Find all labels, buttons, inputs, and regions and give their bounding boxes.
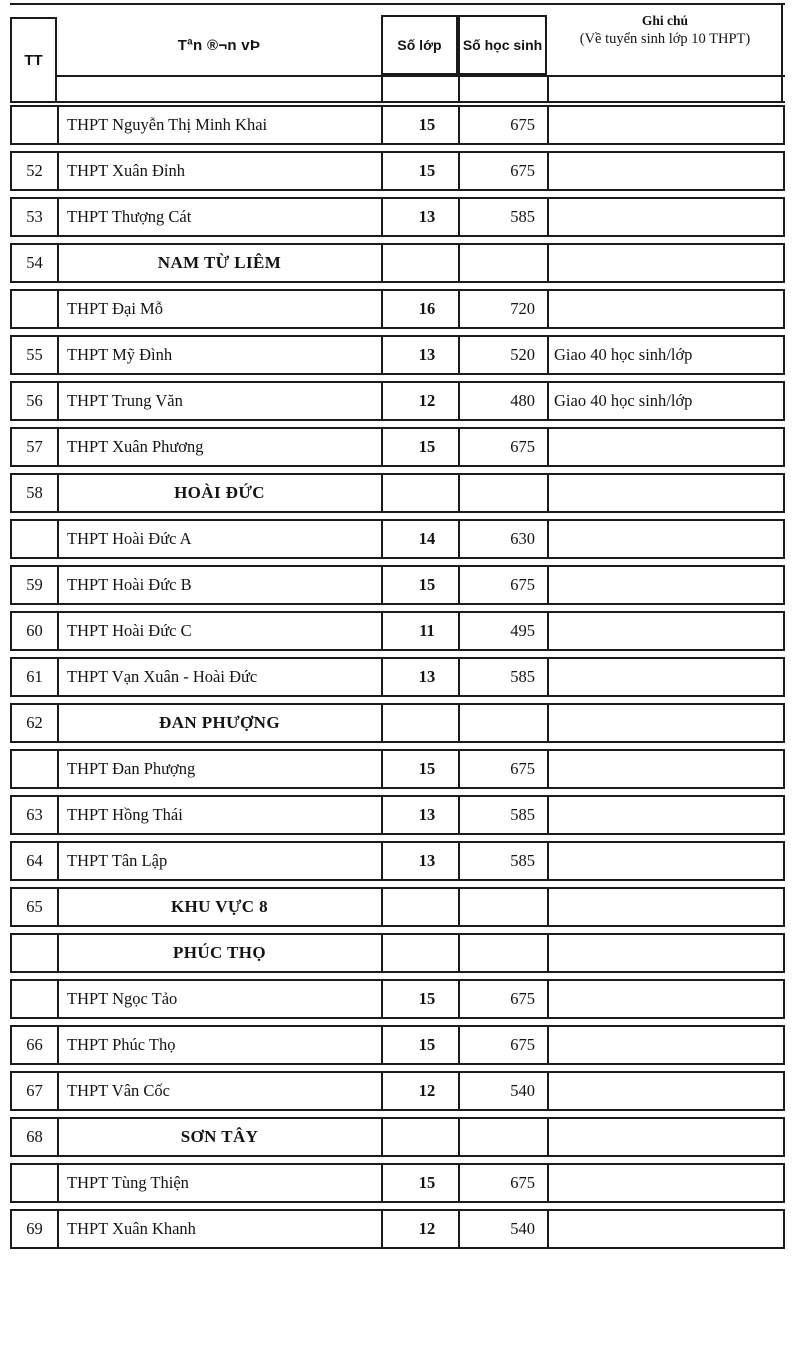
- tt-cell: 65: [10, 887, 57, 927]
- tt-cell: 55: [10, 335, 57, 375]
- table-right-border-line: [781, 3, 783, 101]
- school-row: [10, 1209, 785, 1249]
- column-header-name-label: Tªn ®¬n vÞ: [177, 36, 261, 54]
- tt-cell: [10, 749, 57, 789]
- district-section-row: [10, 473, 785, 513]
- students-count-cell: 585: [458, 197, 547, 237]
- column-header-name: [57, 17, 381, 73]
- district-section-row: [10, 703, 785, 743]
- tt-cell: 56: [10, 381, 57, 421]
- school-row: [10, 795, 785, 835]
- classes-count-cell: 13: [381, 841, 458, 881]
- section-name-cell: PHÚC THỌ: [57, 933, 381, 973]
- note-cell: [547, 1025, 785, 1065]
- tt-cell: 60: [10, 611, 57, 651]
- classes-count-cell: [381, 243, 458, 283]
- note-cell: [547, 1117, 785, 1157]
- note-cell: [547, 565, 785, 605]
- note-cell: [547, 979, 785, 1019]
- column-header-ghi-chu-subtitle: (Về tuyển sinh lớp 10 THPT): [579, 31, 751, 47]
- tt-cell: 59: [10, 565, 57, 605]
- school-name-cell: THPT Xuân Đỉnh: [57, 151, 381, 191]
- school-name-cell: THPT Thượng Cát: [57, 197, 381, 237]
- school-name-cell: THPT Tùng Thiện: [57, 1163, 381, 1203]
- district-section-row: [10, 1117, 785, 1157]
- note-cell: [547, 611, 785, 651]
- column-header-tt: [10, 17, 57, 103]
- tt-cell: 67: [10, 1071, 57, 1111]
- school-name-cell: THPT Nguyễn Thị Minh Khai: [57, 105, 381, 145]
- note-cell: [547, 427, 785, 467]
- classes-count-cell: 15: [381, 427, 458, 467]
- school-row: [10, 749, 785, 789]
- students-count-cell: 675: [458, 565, 547, 605]
- school-name-cell: THPT Hoài Đức B: [57, 565, 381, 605]
- classes-count-cell: [381, 1117, 458, 1157]
- note-cell: [547, 151, 785, 191]
- table-top-border-line: [10, 3, 785, 5]
- note-cell: [547, 197, 785, 237]
- section-name-cell: HOÀI ĐỨC: [57, 473, 381, 513]
- column-header-so-lop-label: Số lớp: [397, 37, 442, 53]
- school-row: [10, 427, 785, 467]
- school-row: [10, 611, 785, 651]
- classes-count-cell: 13: [381, 197, 458, 237]
- tt-cell: [10, 105, 57, 145]
- header-divider-line: [57, 75, 785, 77]
- district-section-row: [10, 887, 785, 927]
- students-count-cell: [458, 933, 547, 973]
- students-count-cell: [458, 473, 547, 513]
- tt-cell: 57: [10, 427, 57, 467]
- note-cell: [547, 289, 785, 329]
- tt-cell: 58: [10, 473, 57, 513]
- tt-cell: [10, 979, 57, 1019]
- tt-cell: 52: [10, 151, 57, 191]
- note-cell: [547, 1209, 785, 1249]
- note-cell: [547, 105, 785, 145]
- school-row: [10, 381, 785, 421]
- tt-cell: [10, 289, 57, 329]
- school-row: [10, 289, 785, 329]
- tt-cell: 53: [10, 197, 57, 237]
- tt-cell: [10, 519, 57, 559]
- tt-cell: 61: [10, 657, 57, 697]
- section-name-cell: ĐAN PHƯỢNG: [57, 703, 381, 743]
- section-name-cell: NAM TỪ LIÊM: [57, 243, 381, 283]
- classes-count-cell: 13: [381, 657, 458, 697]
- students-count-cell: 675: [458, 427, 547, 467]
- classes-count-cell: 15: [381, 1025, 458, 1065]
- table-body: [10, 105, 785, 1249]
- column-header-ghi-chu: [547, 8, 783, 72]
- district-section-row: [10, 243, 785, 283]
- students-count-cell: 520: [458, 335, 547, 375]
- note-cell: [547, 703, 785, 743]
- school-name-cell: THPT Trung Văn: [57, 381, 381, 421]
- students-count-cell: 540: [458, 1209, 547, 1249]
- classes-count-cell: [381, 887, 458, 927]
- school-row: [10, 841, 785, 881]
- students-count-cell: 675: [458, 979, 547, 1019]
- classes-count-cell: 12: [381, 381, 458, 421]
- classes-count-cell: [381, 473, 458, 513]
- students-count-cell: 675: [458, 1163, 547, 1203]
- classes-count-cell: [381, 703, 458, 743]
- classes-count-cell: 11: [381, 611, 458, 651]
- students-count-cell: 540: [458, 1071, 547, 1111]
- classes-count-cell: 15: [381, 151, 458, 191]
- students-count-cell: 630: [458, 519, 547, 559]
- students-count-cell: [458, 887, 547, 927]
- school-name-cell: THPT Ngọc Tảo: [57, 979, 381, 1019]
- note-cell: [547, 933, 785, 973]
- column-header-so-hoc-sinh-label: Số học sinh: [462, 37, 543, 53]
- tt-cell: 62: [10, 703, 57, 743]
- district-section-row: [10, 933, 785, 973]
- students-count-cell: 480: [458, 381, 547, 421]
- school-row: [10, 979, 785, 1019]
- students-count-cell: 675: [458, 749, 547, 789]
- header-column-line: [458, 77, 460, 101]
- tt-cell: 68: [10, 1117, 57, 1157]
- tt-cell: [10, 933, 57, 973]
- tt-cell: 64: [10, 841, 57, 881]
- school-name-cell: THPT Đại Mỗ: [57, 289, 381, 329]
- classes-count-cell: 12: [381, 1071, 458, 1111]
- school-name-cell: THPT Đan Phượng: [57, 749, 381, 789]
- classes-count-cell: 15: [381, 979, 458, 1019]
- students-count-cell: 675: [458, 105, 547, 145]
- school-name-cell: THPT Tân Lập: [57, 841, 381, 881]
- header-column-line: [381, 77, 383, 101]
- classes-count-cell: 15: [381, 105, 458, 145]
- classes-count-cell: 13: [381, 795, 458, 835]
- school-row: [10, 197, 785, 237]
- school-row: [10, 151, 785, 191]
- column-header-so-hoc-sinh: [458, 15, 547, 75]
- students-count-cell: 585: [458, 841, 547, 881]
- school-name-cell: THPT Mỹ Đình: [57, 335, 381, 375]
- header-column-line: [547, 77, 549, 101]
- classes-count-cell: 15: [381, 1163, 458, 1203]
- note-cell: [547, 1071, 785, 1111]
- students-count-cell: 675: [458, 1025, 547, 1065]
- note-cell: [547, 519, 785, 559]
- note-cell: Giao 40 học sinh/lớp: [547, 381, 785, 421]
- students-count-cell: 675: [458, 151, 547, 191]
- note-cell: [547, 243, 785, 283]
- tt-cell: 69: [10, 1209, 57, 1249]
- classes-count-cell: 16: [381, 289, 458, 329]
- classes-count-cell: 12: [381, 1209, 458, 1249]
- note-cell: [547, 795, 785, 835]
- note-cell: [547, 841, 785, 881]
- note-cell: [547, 473, 785, 513]
- tt-cell: [10, 1163, 57, 1203]
- school-name-cell: THPT Phúc Thọ: [57, 1025, 381, 1065]
- classes-count-cell: 15: [381, 749, 458, 789]
- school-name-cell: THPT Hồng Thái: [57, 795, 381, 835]
- note-cell: Giao 40 học sinh/lớp: [547, 335, 785, 375]
- school-name-cell: THPT Hoài Đức A: [57, 519, 381, 559]
- classes-count-cell: 15: [381, 565, 458, 605]
- school-row: [10, 1071, 785, 1111]
- section-name-cell: SƠN TÂY: [57, 1117, 381, 1157]
- students-count-cell: [458, 1117, 547, 1157]
- students-count-cell: 585: [458, 795, 547, 835]
- school-name-cell: THPT Hoài Đức C: [57, 611, 381, 651]
- school-row: [10, 335, 785, 375]
- classes-count-cell: 13: [381, 335, 458, 375]
- tt-cell: 66: [10, 1025, 57, 1065]
- students-count-cell: 495: [458, 611, 547, 651]
- note-cell: [547, 657, 785, 697]
- students-count-cell: 585: [458, 657, 547, 697]
- classes-count-cell: [381, 933, 458, 973]
- note-cell: [547, 1163, 785, 1203]
- school-row: [10, 105, 785, 145]
- students-count-cell: [458, 703, 547, 743]
- column-header-so-lop: [381, 15, 458, 75]
- column-header-ghi-chu-title: Ghi chú: [641, 13, 689, 28]
- school-row: [10, 1163, 785, 1203]
- school-name-cell: THPT Xuân Phương: [57, 427, 381, 467]
- note-cell: [547, 749, 785, 789]
- tt-cell: 54: [10, 243, 57, 283]
- note-cell: [547, 887, 785, 927]
- students-count-cell: [458, 243, 547, 283]
- column-header-tt-label: TT: [24, 51, 43, 69]
- school-row: [10, 1025, 785, 1065]
- school-row: [10, 657, 785, 697]
- school-name-cell: THPT Vân Cốc: [57, 1071, 381, 1111]
- tt-cell: 63: [10, 795, 57, 835]
- school-name-cell: THPT Xuân Khanh: [57, 1209, 381, 1249]
- school-row: [10, 519, 785, 559]
- section-name-cell: KHU VỰC 8: [57, 887, 381, 927]
- schools-table: [10, 99, 785, 1255]
- students-count-cell: 720: [458, 289, 547, 329]
- school-name-cell: THPT Vạn Xuân - Hoài Đức: [57, 657, 381, 697]
- classes-count-cell: 14: [381, 519, 458, 559]
- school-row: [10, 565, 785, 605]
